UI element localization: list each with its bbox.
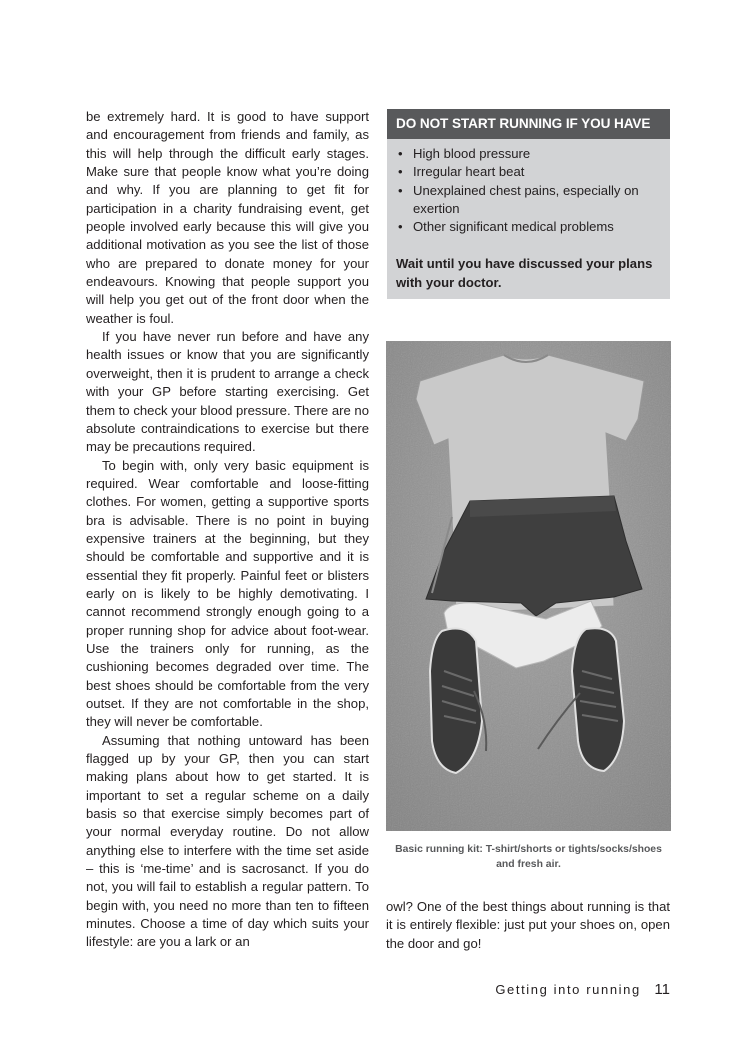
callout-list-item: • Unexplained chest pains, especially on exertion — [398, 182, 639, 216]
callout-list-item: • High blood pressure — [396, 145, 670, 163]
left-text-column — [86, 108, 369, 952]
callout-list-item: • Irregular heart beat — [396, 163, 670, 181]
bullet-icon: • — [398, 164, 403, 180]
callout-list-item: • Other significant medical problems — [396, 218, 670, 236]
page-footer — [495, 981, 670, 998]
running-kit-photo — [386, 341, 671, 831]
callout-warning: Wait until you have discussed your plans with your doctor. — [396, 256, 653, 290]
callout-list — [387, 145, 670, 236]
running-header-title: Getting into running — [495, 982, 641, 997]
bullet-icon: • — [398, 182, 403, 198]
bullet-icon: • — [398, 219, 403, 235]
body-paragraph: owl? One of the best things about running is that it is entirely flexible: just put your shoes on, open the door and go! — [386, 899, 670, 951]
body-paragraph: If you have never run before and have any health issues or know that you are significantly overweight, then it is prudent to arrange a check with your GP before starting exercising. Get them to check your blood pressure. There are no absolute contraindications to exercise but there may be precautions required. — [86, 329, 369, 455]
warning-callout-box — [387, 109, 670, 299]
page-number: 11 — [654, 981, 670, 998]
body-paragraph: To begin with, only very basic equipment is required. Wear comfortable and loose-fitting clothes. For women, getting a supportive sports bra is advisable. There is no point in buying expensive trainers at the beginning, but they should be comfortable and supportive and it is essential they fit properly. Painful feet or blisters early on is likely to be highly demotivating. I cannot recommend strongly enough going to a proper running shop for advice about foot-wear. Use the trainers only for running, as the cushioning becomes degraded over time. The best shoes should be comfortable from the very outset. If they are not comfortable in the shop, they will never be comfortable. — [86, 457, 369, 730]
photo-illustration — [386, 341, 671, 831]
body-paragraph: be extremely hard. It is good to have support and encouragement from friends and family, as this will help through the difficult early stages. Make sure that people know what you’re doing and why. If you are planning to get fit for participation in a charity fundraising event, get people involved early because this will give you additional motivation as you see the list of those who are prepared to donate money for your endeavours. Knowing that people support you will help you get out of the front door when the weather is foul. — [86, 109, 369, 326]
body-paragraph: Assuming that nothing untoward has been flagged up by your GP, then you can start making plans about how to get started. It is important to set a regular scheme on a daily basis so that exercise simply becomes part of your normal everyday routine. Do not allow anything else to interfere with the time set aside – this is ‘me-time’ and is sacrosanct. If you do not, you will fail to establish a regular pattern. To begin with, you need no more than ten to fifteen minutes. Choose a time of day which suits your lifestyle: are you a lark or an — [86, 732, 369, 950]
callout-heading: DO NOT START RUNNING IF YOU HAVE — [387, 109, 670, 139]
bullet-icon: • — [398, 146, 403, 161]
right-text-column — [386, 898, 670, 953]
figure-caption: Basic running kit: T-shirt/shorts or tights/socks/shoes and fresh air. — [395, 844, 662, 870]
